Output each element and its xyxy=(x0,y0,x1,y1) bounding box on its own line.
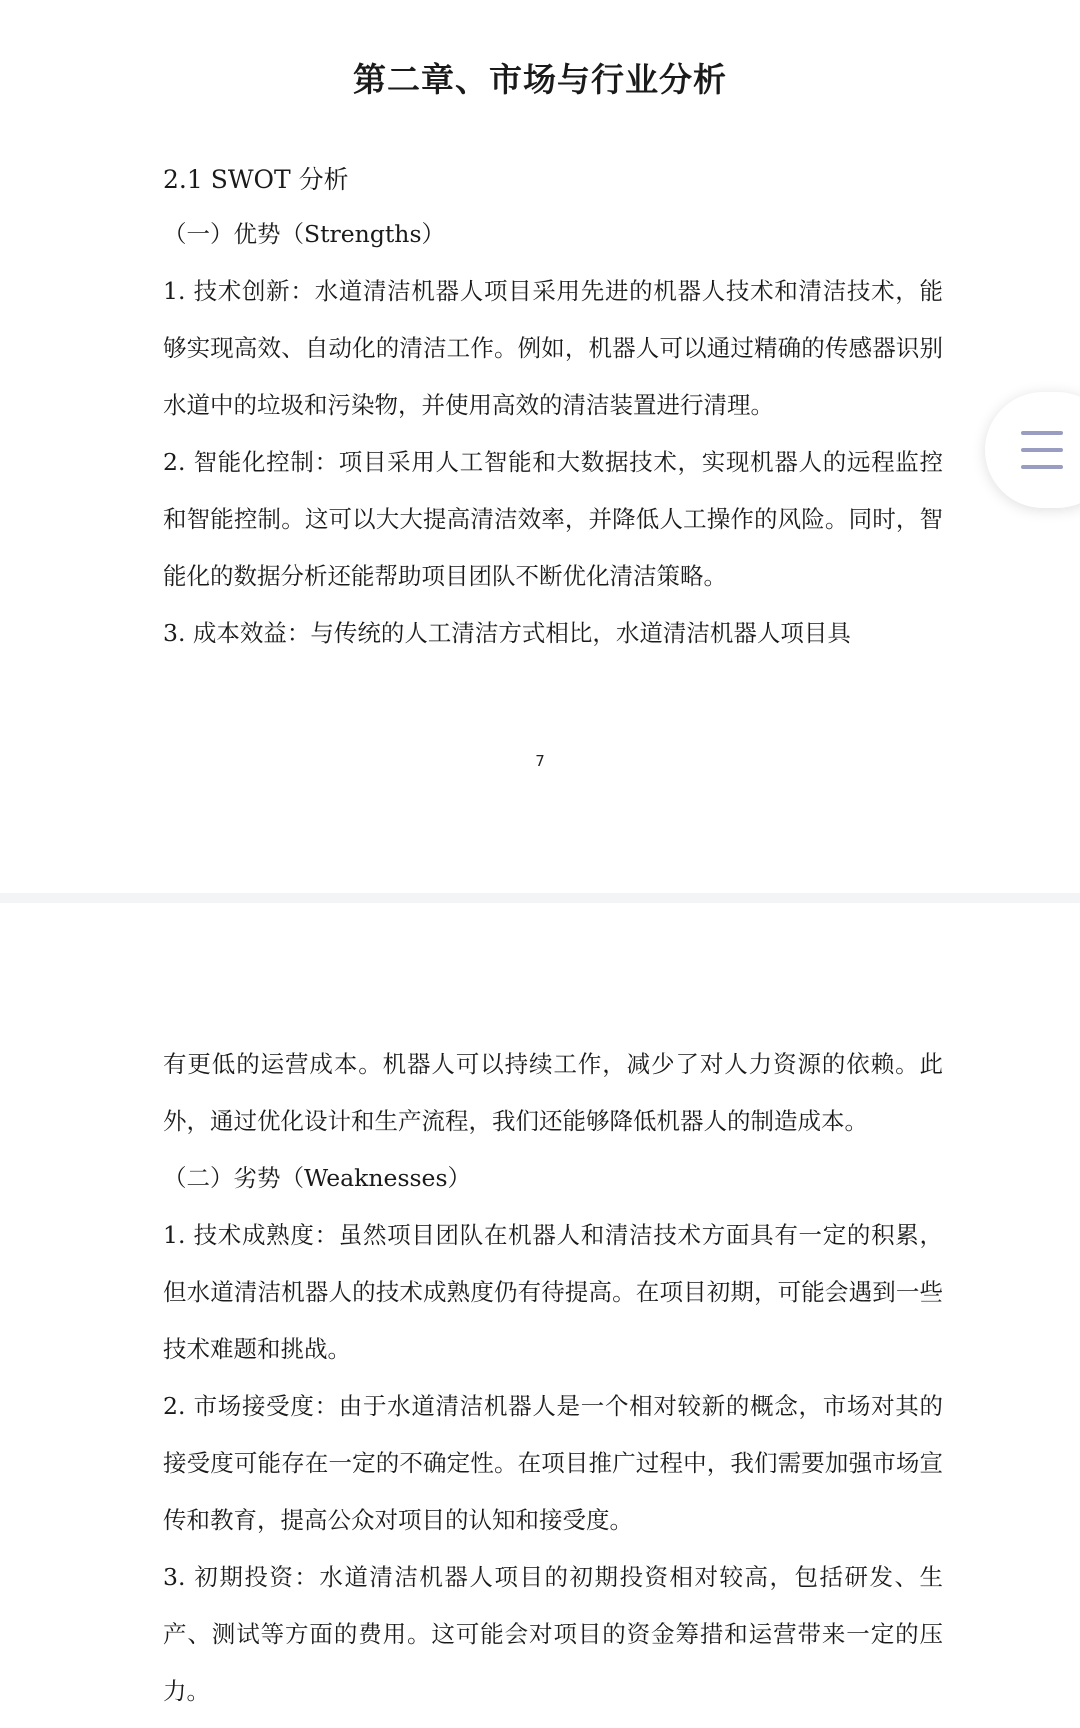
strengths-heading: （一）优势（Strengths） xyxy=(163,220,445,248)
paragraph-technical-innovation: 1. 技术创新：水道清洁机器人项目采用先进的机器人技术和清洁技术，能够实现高效、自动化的清洁工作。例如，机器人可以通过精确的传感器识别水道中的垃圾和污染物，并使用高效的清洁装置进行清理。 xyxy=(163,277,943,419)
page-number: 7 xyxy=(535,752,545,770)
page-body xyxy=(163,206,943,662)
page-body-continued xyxy=(163,1036,943,1720)
chapter-title: 第二章、市场与行业分析 xyxy=(353,60,727,99)
paragraph-intelligent-control: 2. 智能化控制：项目采用人工智能和大数据技术，实现机器人的远程监控和智能控制。这可以大大提高清洁效率，并降低人工操作的风险。同时，智能化的数据分析还能帮助项目团队不断优化清洁策略。 xyxy=(163,448,943,590)
hamburger-menu-icon xyxy=(1021,431,1063,469)
paragraph-continuation: 有更低的运营成本。机器人可以持续工作，减少了对人力资源的依赖。此外，通过优化设计和生产流程，我们还能够降低机器人的制造成本。 xyxy=(163,1050,943,1135)
paragraph-cost-benefit: 3. 成本效益：与传统的人工清洁方式相比，水道清洁机器人项目具 xyxy=(163,619,851,647)
weaknesses-heading: （二）劣势（Weaknesses） xyxy=(163,1164,472,1192)
paragraph-market-acceptance: 2. 市场接受度：由于水道清洁机器人是一个相对较新的概念，市场对其的接受度可能存在一定的不确定性。在项目推广过程中，我们需要加强市场宣传和教育，提高公众对项目的认知和接受度。 xyxy=(163,1392,943,1534)
paragraph-initial-investment: 3. 初期投资：水道清洁机器人项目的初期投资相对较高，包括研发、生产、测试等方面的费用。这可能会对项目的资金筹措和运营带来一定的压力。 xyxy=(163,1563,943,1705)
paragraph-technical-maturity: 1. 技术成熟度：虽然项目团队在机器人和清洁技术方面具有一定的积累，但水道清洁机器人的技术成熟度仍有待提高。在项目初期，可能会遇到一些技术难题和挑战。 xyxy=(163,1221,943,1363)
section-title: 2.1 SWOT 分析 xyxy=(163,165,349,194)
